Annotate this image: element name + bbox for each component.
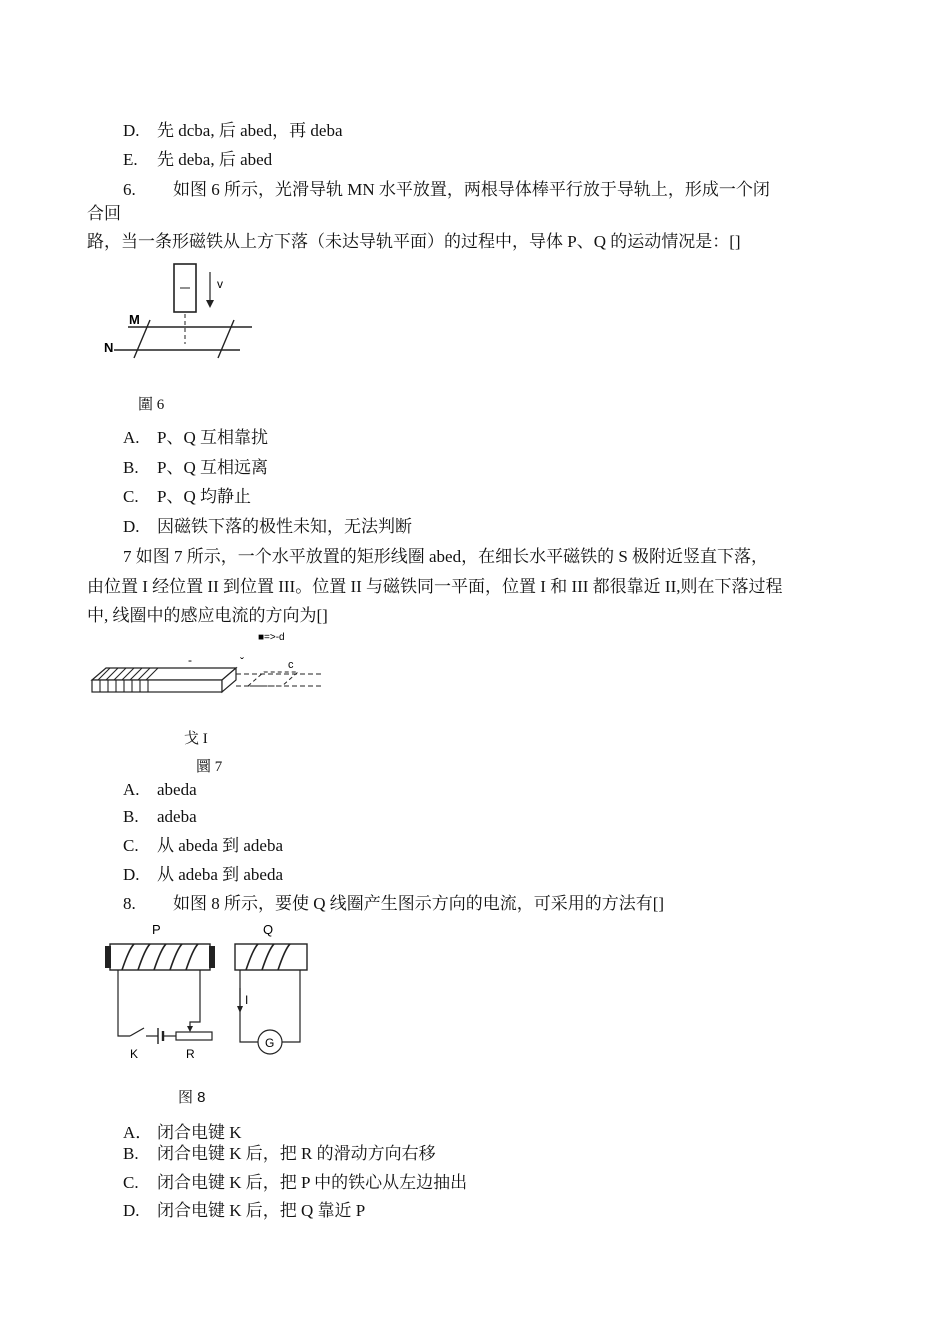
option-text: 从 abeda 到 adeba: [157, 836, 284, 855]
option-label: C.: [123, 487, 139, 506]
option-row: [123, 149, 272, 171]
option-label: B.: [123, 807, 139, 826]
figure-6-diagram: [100, 258, 270, 373]
label-n: N: [104, 340, 114, 355]
figure-7-diagram: [88, 628, 328, 698]
question-6-stem-line: [123, 179, 770, 201]
option-text: 先 deba, 后 abed: [157, 150, 273, 169]
option-row: [123, 486, 251, 508]
label-v: v: [217, 277, 223, 291]
option-text: P、Q 互相靠扰: [157, 428, 268, 447]
option-text: 闭合电键 K 后，把 Q 靠近 P: [157, 1201, 366, 1220]
option-row: [123, 864, 283, 886]
option-label: B.: [123, 458, 139, 477]
option-label: B.: [123, 1144, 139, 1163]
option-text: P、Q 互相远离: [157, 458, 268, 477]
bar-magnet-front: [92, 680, 222, 692]
option-label: C.: [123, 1173, 139, 1192]
option-label: D.: [123, 865, 140, 884]
option-row: [123, 779, 197, 801]
option-text: 因磁铁下落的极性未知，无法判断: [157, 517, 412, 536]
question-number: 8.: [123, 894, 136, 913]
option-text: 闭合电键 K 后，把 P 中的铁心从左边抽出: [157, 1173, 468, 1192]
figure-6-caption: 圍 6: [138, 397, 165, 413]
svg-text:ˇ: ˇ: [240, 655, 244, 669]
figure-7-top-text: ■=>-d: [258, 632, 285, 643]
svg-text:I: I: [245, 993, 249, 1007]
svg-text:-: -: [188, 653, 192, 667]
option-row: [123, 120, 343, 142]
option-text: 从 adeba 到 abeda: [157, 865, 284, 884]
option-label: A.: [123, 780, 140, 799]
option-label: A.: [123, 428, 140, 447]
conductor-q: [218, 320, 234, 358]
svg-text:R: R: [186, 1047, 195, 1061]
figure-8-diagram: [100, 918, 330, 1068]
question-text: 如图 6 所示，光滑导轨 MN 水平放置，两根导体棒平行放于导轨上，形成一个闭: [173, 180, 770, 199]
label-m: M: [129, 312, 140, 327]
figure-8-caption: 图 8: [178, 1089, 206, 1106]
figure-7-caption: 圜 7: [196, 759, 223, 775]
option-text: abeda: [157, 780, 197, 799]
svg-text:Q: Q: [263, 922, 274, 937]
option-row: [123, 427, 268, 449]
option-row: [123, 1172, 467, 1194]
svg-text:P: P: [152, 922, 161, 937]
option-text: 先 dcba, 后 abed，再 deba: [157, 121, 343, 140]
question-text: 如图 8 所示，要使 Q 线圈产生图示方向的电流，可采用的方法有[]: [173, 894, 665, 913]
question-6-stem-line: 路，当一条形磁铁从上方下落（未达导轨平面）的过程中，导体 P、Q 的运动情况是：[]: [87, 232, 741, 251]
option-label: C.: [123, 836, 139, 855]
option-row: [123, 457, 268, 479]
option-label: A．: [123, 1123, 153, 1142]
question-6-stem-line: 合回: [87, 204, 121, 223]
svg-text:c: c: [288, 659, 294, 671]
question-number: 6.: [123, 180, 136, 199]
option-text: 闭合电键 K: [157, 1123, 242, 1142]
option-row: [123, 1143, 436, 1165]
question-7-stem-line: 由位置 I 经位置 II 到位置 III。位置 II 与磁铁同一平面，位置 I 和 III 都很靠近 II,则在下落过程: [87, 577, 783, 596]
rheostat-r: [176, 1032, 212, 1040]
option-label: D.: [123, 121, 140, 140]
question-7-stem-line: 7 如图 7 所示，一个水平放置的矩形线圈 abed，在细长水平磁铁的 S 极附近竖直下落，: [123, 547, 769, 566]
option-label: D.: [123, 517, 140, 536]
option-text: 闭合电键 K 后，把 R 的滑动方向右移: [157, 1144, 436, 1163]
switch-k: [130, 1028, 144, 1036]
svg-text:K: K: [130, 1047, 139, 1061]
figure-7-subcaption: 戈 I: [184, 731, 208, 747]
option-row: [123, 516, 412, 538]
question-8-stem-line: [123, 893, 664, 915]
option-label: D.: [123, 1201, 140, 1220]
option-row: [123, 806, 197, 828]
bar-magnet-top: [92, 668, 236, 680]
question-7-stem-line: 中, 线圈中的感应电流的方向为[]: [87, 606, 328, 625]
svg-text:G: G: [265, 1036, 275, 1050]
option-text: adeba: [157, 807, 197, 826]
option-text: P、Q 均静止: [157, 487, 251, 506]
option-row: [123, 835, 283, 857]
option-label: E.: [123, 150, 138, 169]
option-row: [123, 1200, 365, 1222]
option-row: [123, 1122, 242, 1144]
